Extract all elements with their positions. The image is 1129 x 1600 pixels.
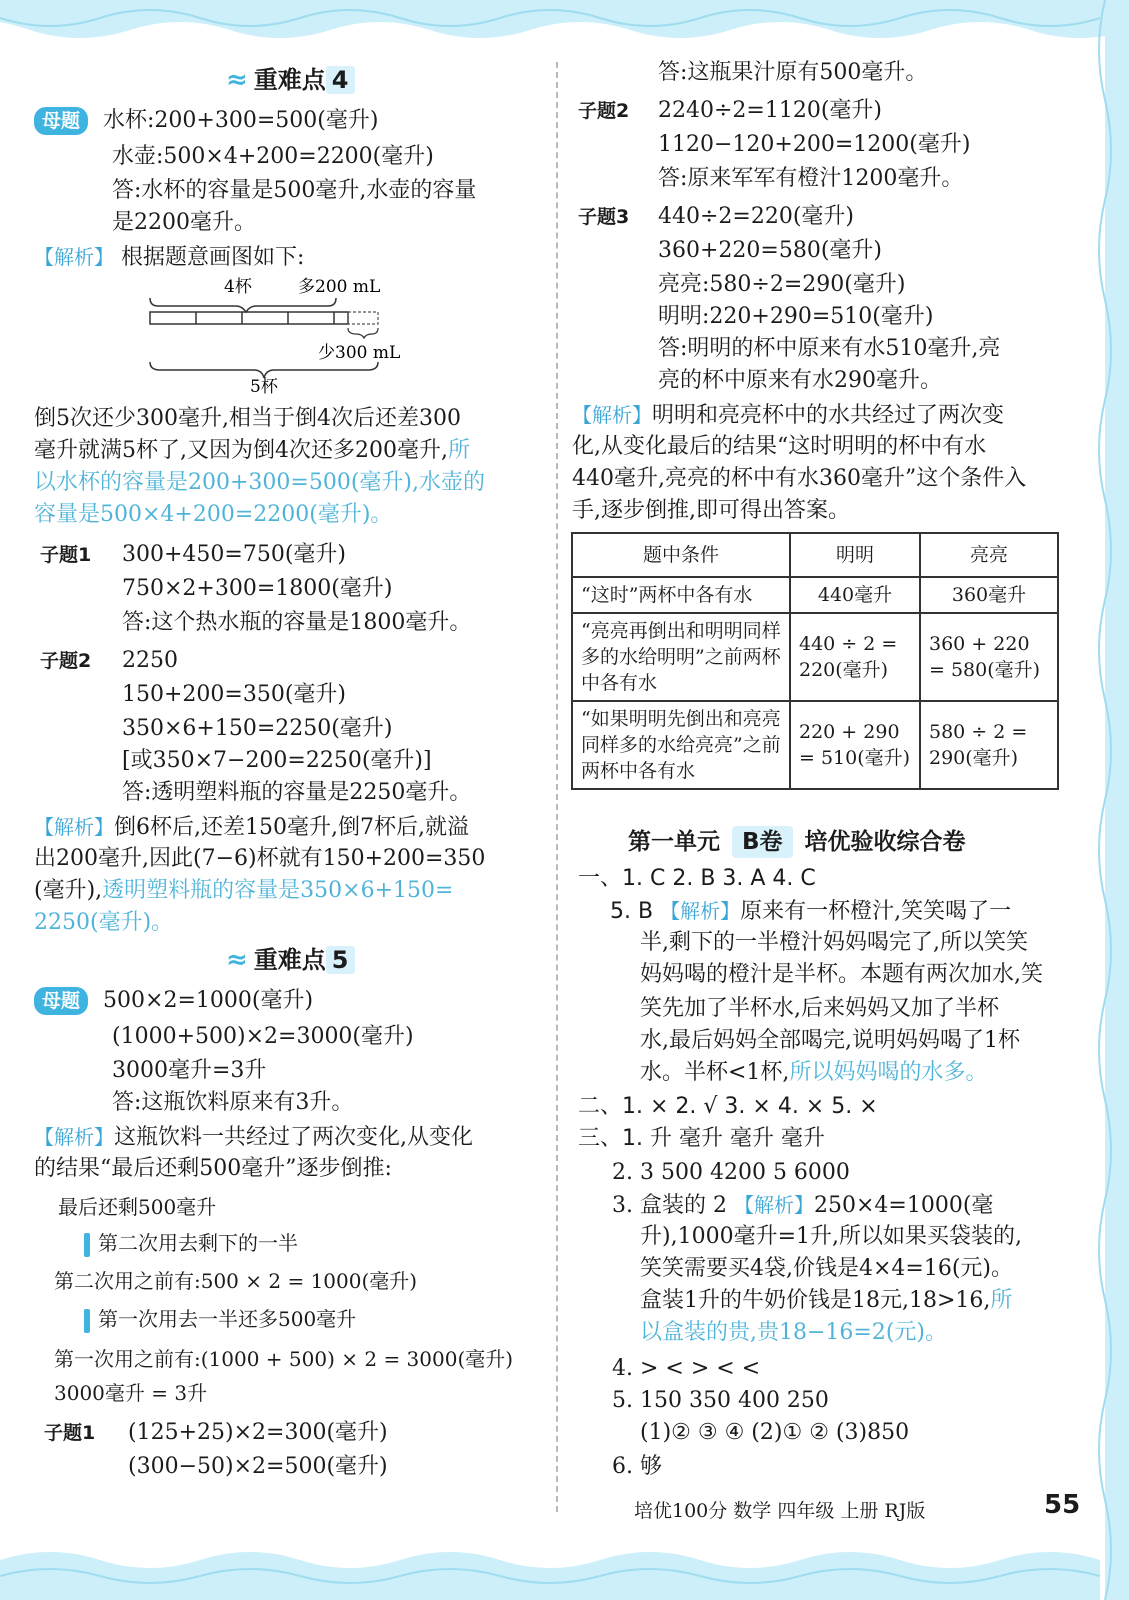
subquestion-label: 子题2 bbox=[40, 650, 92, 672]
answer-line: 2250 bbox=[122, 648, 178, 673]
mother-question-tag: 母题 bbox=[34, 107, 88, 135]
analysis-text: 这瓶饮料一共经过了两次变化,从变化 bbox=[114, 1125, 473, 1150]
analysis-text: 毫升就满5杯了,又因为倒4次还多200毫升, bbox=[34, 438, 448, 463]
analysis-tag: 【解析】 bbox=[572, 403, 652, 427]
answer-line: 水壶:500×4+200=2200(毫升) bbox=[112, 144, 434, 169]
flow-text: 第一次用去一半还多500毫升 bbox=[98, 1307, 357, 1331]
answer-line: 答:这个热水瓶的容量是1800毫升。 bbox=[122, 610, 472, 635]
flow-step: 第二次用之前有:500 × 2 = 1000(毫升) bbox=[54, 1269, 418, 1293]
question-label: 3. 盒装的 2 bbox=[612, 1193, 727, 1218]
paper-badge: B卷 bbox=[732, 826, 793, 858]
analysis-line: 升),1000毫升=1升,所以如果买袋装的, bbox=[640, 1224, 1022, 1249]
answer-line: 亮亮:580÷2=290(毫升) bbox=[658, 272, 906, 297]
table-row bbox=[572, 613, 1058, 701]
analysis-row bbox=[34, 1122, 473, 1153]
highlight-line: 以盒装的贵,贵18−16=2(元)。 bbox=[640, 1320, 948, 1345]
analysis-text: 明明和亮亮杯中的水共经过了两次变 bbox=[652, 403, 1005, 428]
analysis-row bbox=[34, 812, 469, 843]
page-number: 55 bbox=[1044, 1490, 1081, 1520]
column-divider bbox=[556, 62, 558, 1512]
answer-line: 答:这瓶果汁原有500毫升。 bbox=[658, 60, 928, 85]
highlight-text: 透明塑料瓶的容量是350×6+150= bbox=[102, 878, 454, 903]
unit-heading bbox=[628, 826, 966, 858]
flow-step: 3000毫升 = 3升 bbox=[54, 1381, 208, 1405]
section-number: 4 bbox=[326, 66, 355, 94]
analysis-line bbox=[640, 1286, 1012, 1316]
highlight-text: 所 bbox=[447, 438, 470, 463]
answer-line: [或350×7−200=2250(毫升)] bbox=[122, 748, 432, 773]
table-header: 亮亮 bbox=[920, 533, 1058, 577]
flow-step: 最后还剩500毫升 bbox=[58, 1195, 217, 1219]
unit-title: 第一单元 bbox=[628, 829, 720, 855]
analysis-tag: 【解析】 bbox=[34, 245, 114, 269]
analysis-line: 手,逐步倒推,即可得出答案。 bbox=[572, 498, 850, 523]
wave-icon: ≈ bbox=[226, 65, 248, 95]
analysis-text: (毫升), bbox=[34, 878, 103, 903]
unit-subtitle: 培优验收综合卷 bbox=[804, 829, 966, 855]
subquestion-label: 子题3 bbox=[578, 206, 630, 228]
highlight-line: 2250(毫升)。 bbox=[34, 910, 174, 935]
question-label: 5. B bbox=[610, 899, 654, 924]
page-footer: 培优100分 数学 四年级 上册 RJ版 bbox=[634, 1500, 926, 1522]
answer-line: 明明:220+290=510(毫升) bbox=[658, 304, 934, 329]
answer-line: (1000+500)×2=3000(毫升) bbox=[112, 1024, 414, 1049]
answer-line: 440÷2=220(毫升) bbox=[658, 204, 855, 229]
table-cell: “这时”两杯中各有水 bbox=[572, 577, 790, 613]
subquestion-1b-row bbox=[44, 1418, 95, 1448]
answer-line: 750×2+300=1800(毫升) bbox=[122, 576, 393, 601]
analysis-line: 笑先加了半杯水,后来妈妈又加了半杯 bbox=[640, 996, 999, 1021]
segment-diagram bbox=[146, 276, 416, 396]
table-cell: 440 ÷ 2 = 220(毫升) bbox=[790, 613, 920, 701]
answer-line: 5. 150 350 400 250 bbox=[612, 1388, 829, 1413]
analysis-line: 妈妈喝的橙汁是半杯。本题有两次加水,笑 bbox=[640, 962, 1043, 987]
down-arrow-icon bbox=[84, 1233, 90, 1257]
section-heading-4 bbox=[226, 64, 355, 96]
table-cell: “如果明明先倒出和亮亮同样多的水给亮亮”之前两杯中各有水 bbox=[572, 701, 790, 789]
table-header: 题中条件 bbox=[572, 533, 790, 577]
table-row bbox=[572, 701, 1058, 789]
down-arrow-icon bbox=[84, 1309, 90, 1333]
wave-icon: ≈ bbox=[226, 945, 248, 975]
analysis-row bbox=[34, 242, 304, 273]
flow-text: 第二次用去剩下的一半 bbox=[98, 1231, 298, 1255]
analysis-text: 原来有一杯橙汁,笑笑喝了一 bbox=[740, 899, 1012, 924]
analysis-line: 出200毫升,因此(7−6)杯就有150+200=350 bbox=[34, 846, 486, 871]
table-cell: 580 ÷ 2 = 290(毫升) bbox=[920, 701, 1058, 789]
highlight-text: 所 bbox=[990, 1288, 1013, 1313]
section-title: 重难点 bbox=[253, 946, 326, 974]
mother-question-row-2 bbox=[34, 986, 313, 1016]
answer-line: 2. 3 500 4200 5 6000 bbox=[612, 1160, 850, 1185]
condition-table bbox=[571, 532, 1059, 790]
answer-line: 350×6+150=2250(毫升) bbox=[122, 716, 393, 741]
section-title: 重难点 bbox=[253, 66, 326, 94]
answer-line: 6. 够 bbox=[612, 1454, 662, 1479]
answer-line: 150+200=350(毫升) bbox=[122, 682, 347, 707]
analysis-text: 根据题意画图如下: bbox=[121, 245, 305, 270]
flow-arrow-step bbox=[84, 1228, 298, 1258]
answer-line: (1)② ③ ④ (2)① ② (3)850 bbox=[640, 1420, 910, 1445]
answer-line: 1120−120+200=1200(毫升) bbox=[658, 132, 971, 157]
analysis-line: 倒5次还少300毫升,相当于倒4次后还差300 bbox=[34, 406, 461, 431]
answer-line: 答:水杯的容量是500毫升,水壶的容量 bbox=[112, 178, 477, 203]
answer-line: 水杯:200+300=500(毫升) bbox=[103, 108, 379, 133]
analysis-line: 440毫升,亮亮的杯中有水360毫升”这个条件入 bbox=[572, 466, 1027, 491]
analysis-text: 倒6杯后,还差150毫升,倒7杯后,就溢 bbox=[114, 815, 469, 840]
subquestion-label: 子题1 bbox=[44, 1422, 96, 1444]
answer-line: (300−50)×2=500(毫升) bbox=[128, 1454, 388, 1479]
diagram-label-more200: 多200 mL bbox=[298, 277, 381, 297]
answer-line: 3000毫升=3升 bbox=[112, 1058, 267, 1083]
highlight-line: 容量是500×4+200=2200(毫升)。 bbox=[34, 502, 393, 527]
answer-line: 300+450=750(毫升) bbox=[122, 542, 347, 567]
subquestion-label: 子题2 bbox=[578, 100, 630, 122]
bottom-wave-border bbox=[0, 1526, 1129, 1600]
analysis-tag: 【解析】 bbox=[34, 1125, 114, 1149]
table-cell: 440毫升 bbox=[790, 577, 920, 613]
mother-question-row-1 bbox=[34, 106, 378, 136]
table-header-row bbox=[572, 533, 1058, 577]
table-cell: 360毫升 bbox=[920, 577, 1058, 613]
analysis-line: 的结果“最后还剩500毫升”逐步倒推: bbox=[34, 1156, 392, 1181]
subquestion-2-row bbox=[40, 646, 91, 676]
answer-line: (125+25)×2=300(毫升) bbox=[128, 1420, 388, 1445]
answer-line: 二、1. × 2. √ 3. × 4. × 5. × bbox=[578, 1094, 878, 1119]
analysis-line: 化,从变化最后的结果“这时明明的杯中有水 bbox=[572, 434, 987, 459]
section-heading-5 bbox=[226, 944, 355, 976]
analysis-text: 水。半杯<1杯, bbox=[640, 1060, 790, 1085]
section-number: 5 bbox=[326, 946, 355, 974]
subquestion-1-row bbox=[40, 540, 91, 570]
highlight-line: 以水杯的容量是200+300=500(毫升),水壶的 bbox=[34, 470, 486, 495]
analysis-line: 笑笑需要买4袋,价钱是4×4=16(元)。 bbox=[640, 1256, 1014, 1281]
diagram-label-5cups: 5杯 bbox=[250, 377, 278, 396]
answer-line: 答:这瓶饮料原来有3升。 bbox=[112, 1090, 354, 1115]
table-cell: 220 + 290 = 510(毫升) bbox=[790, 701, 920, 789]
answer-line: 2240÷2=1120(毫升) bbox=[658, 98, 883, 123]
table-header: 明明 bbox=[790, 533, 920, 577]
flow-step: 第一次用之前有:(1000 + 500) × 2 = 3000(毫升) bbox=[54, 1347, 514, 1371]
table-cell: 360 + 220 = 580(毫升) bbox=[920, 613, 1058, 701]
analysis-row bbox=[612, 1190, 993, 1221]
answer-line: 三、1. 升 毫升 毫升 毫升 bbox=[578, 1126, 825, 1151]
right-wave-border bbox=[1091, 0, 1129, 1600]
answer-line: 亮的杯中原来有水290毫升。 bbox=[658, 368, 942, 393]
answer-line: 是2200毫升。 bbox=[112, 210, 256, 235]
analysis-tag: 【解析】 bbox=[660, 899, 741, 923]
analysis-line bbox=[34, 436, 470, 466]
top-wave-border bbox=[0, 0, 1129, 52]
diagram-label-less300: 少300 mL bbox=[318, 343, 401, 363]
answer-line: 答:原来军军有橙汁1200毫升。 bbox=[658, 166, 964, 191]
analysis-line: 水,最后妈妈全部喝完,说明妈妈喝了1杯 bbox=[640, 1028, 1020, 1053]
diagram-label-4cups: 4杯 bbox=[224, 277, 252, 297]
answer-line: 4. > < > < < bbox=[612, 1356, 761, 1381]
highlight-text: 所以妈妈喝的水多。 bbox=[789, 1060, 988, 1085]
mother-question-tag: 母题 bbox=[34, 987, 88, 1015]
answer-line: 500×2=1000(毫升) bbox=[103, 988, 314, 1013]
table-row bbox=[572, 577, 1058, 613]
table-cell: “亮亮再倒出和明明同样多的水给明明”之前两杯中各有水 bbox=[572, 613, 790, 701]
answer-line: 一、1. C 2. B 3. A 4. C bbox=[578, 866, 816, 891]
analysis-text: 250×4=1000(毫 bbox=[813, 1193, 994, 1218]
analysis-tag: 【解析】 bbox=[34, 815, 114, 839]
analysis-line bbox=[34, 876, 453, 906]
answer-line: 360+220=580(毫升) bbox=[658, 238, 883, 263]
flow-arrow-step bbox=[84, 1304, 356, 1334]
analysis-line bbox=[640, 1058, 987, 1088]
answer-line: 答:透明塑料瓶的容量是2250毫升。 bbox=[122, 780, 472, 805]
analysis-row bbox=[572, 400, 1004, 431]
analysis-tag: 【解析】 bbox=[733, 1193, 814, 1217]
analysis-row bbox=[610, 896, 1011, 927]
answer-line: 答:明明的杯中原来有水510毫升,亮 bbox=[658, 336, 1001, 361]
subquestion-label: 子题1 bbox=[40, 544, 92, 566]
analysis-text: 盒装1升的牛奶价钱是18元,18>16, bbox=[640, 1288, 991, 1313]
analysis-line: 半,剩下的一半橙汁妈妈喝完了,所以笑笑 bbox=[640, 930, 1028, 955]
